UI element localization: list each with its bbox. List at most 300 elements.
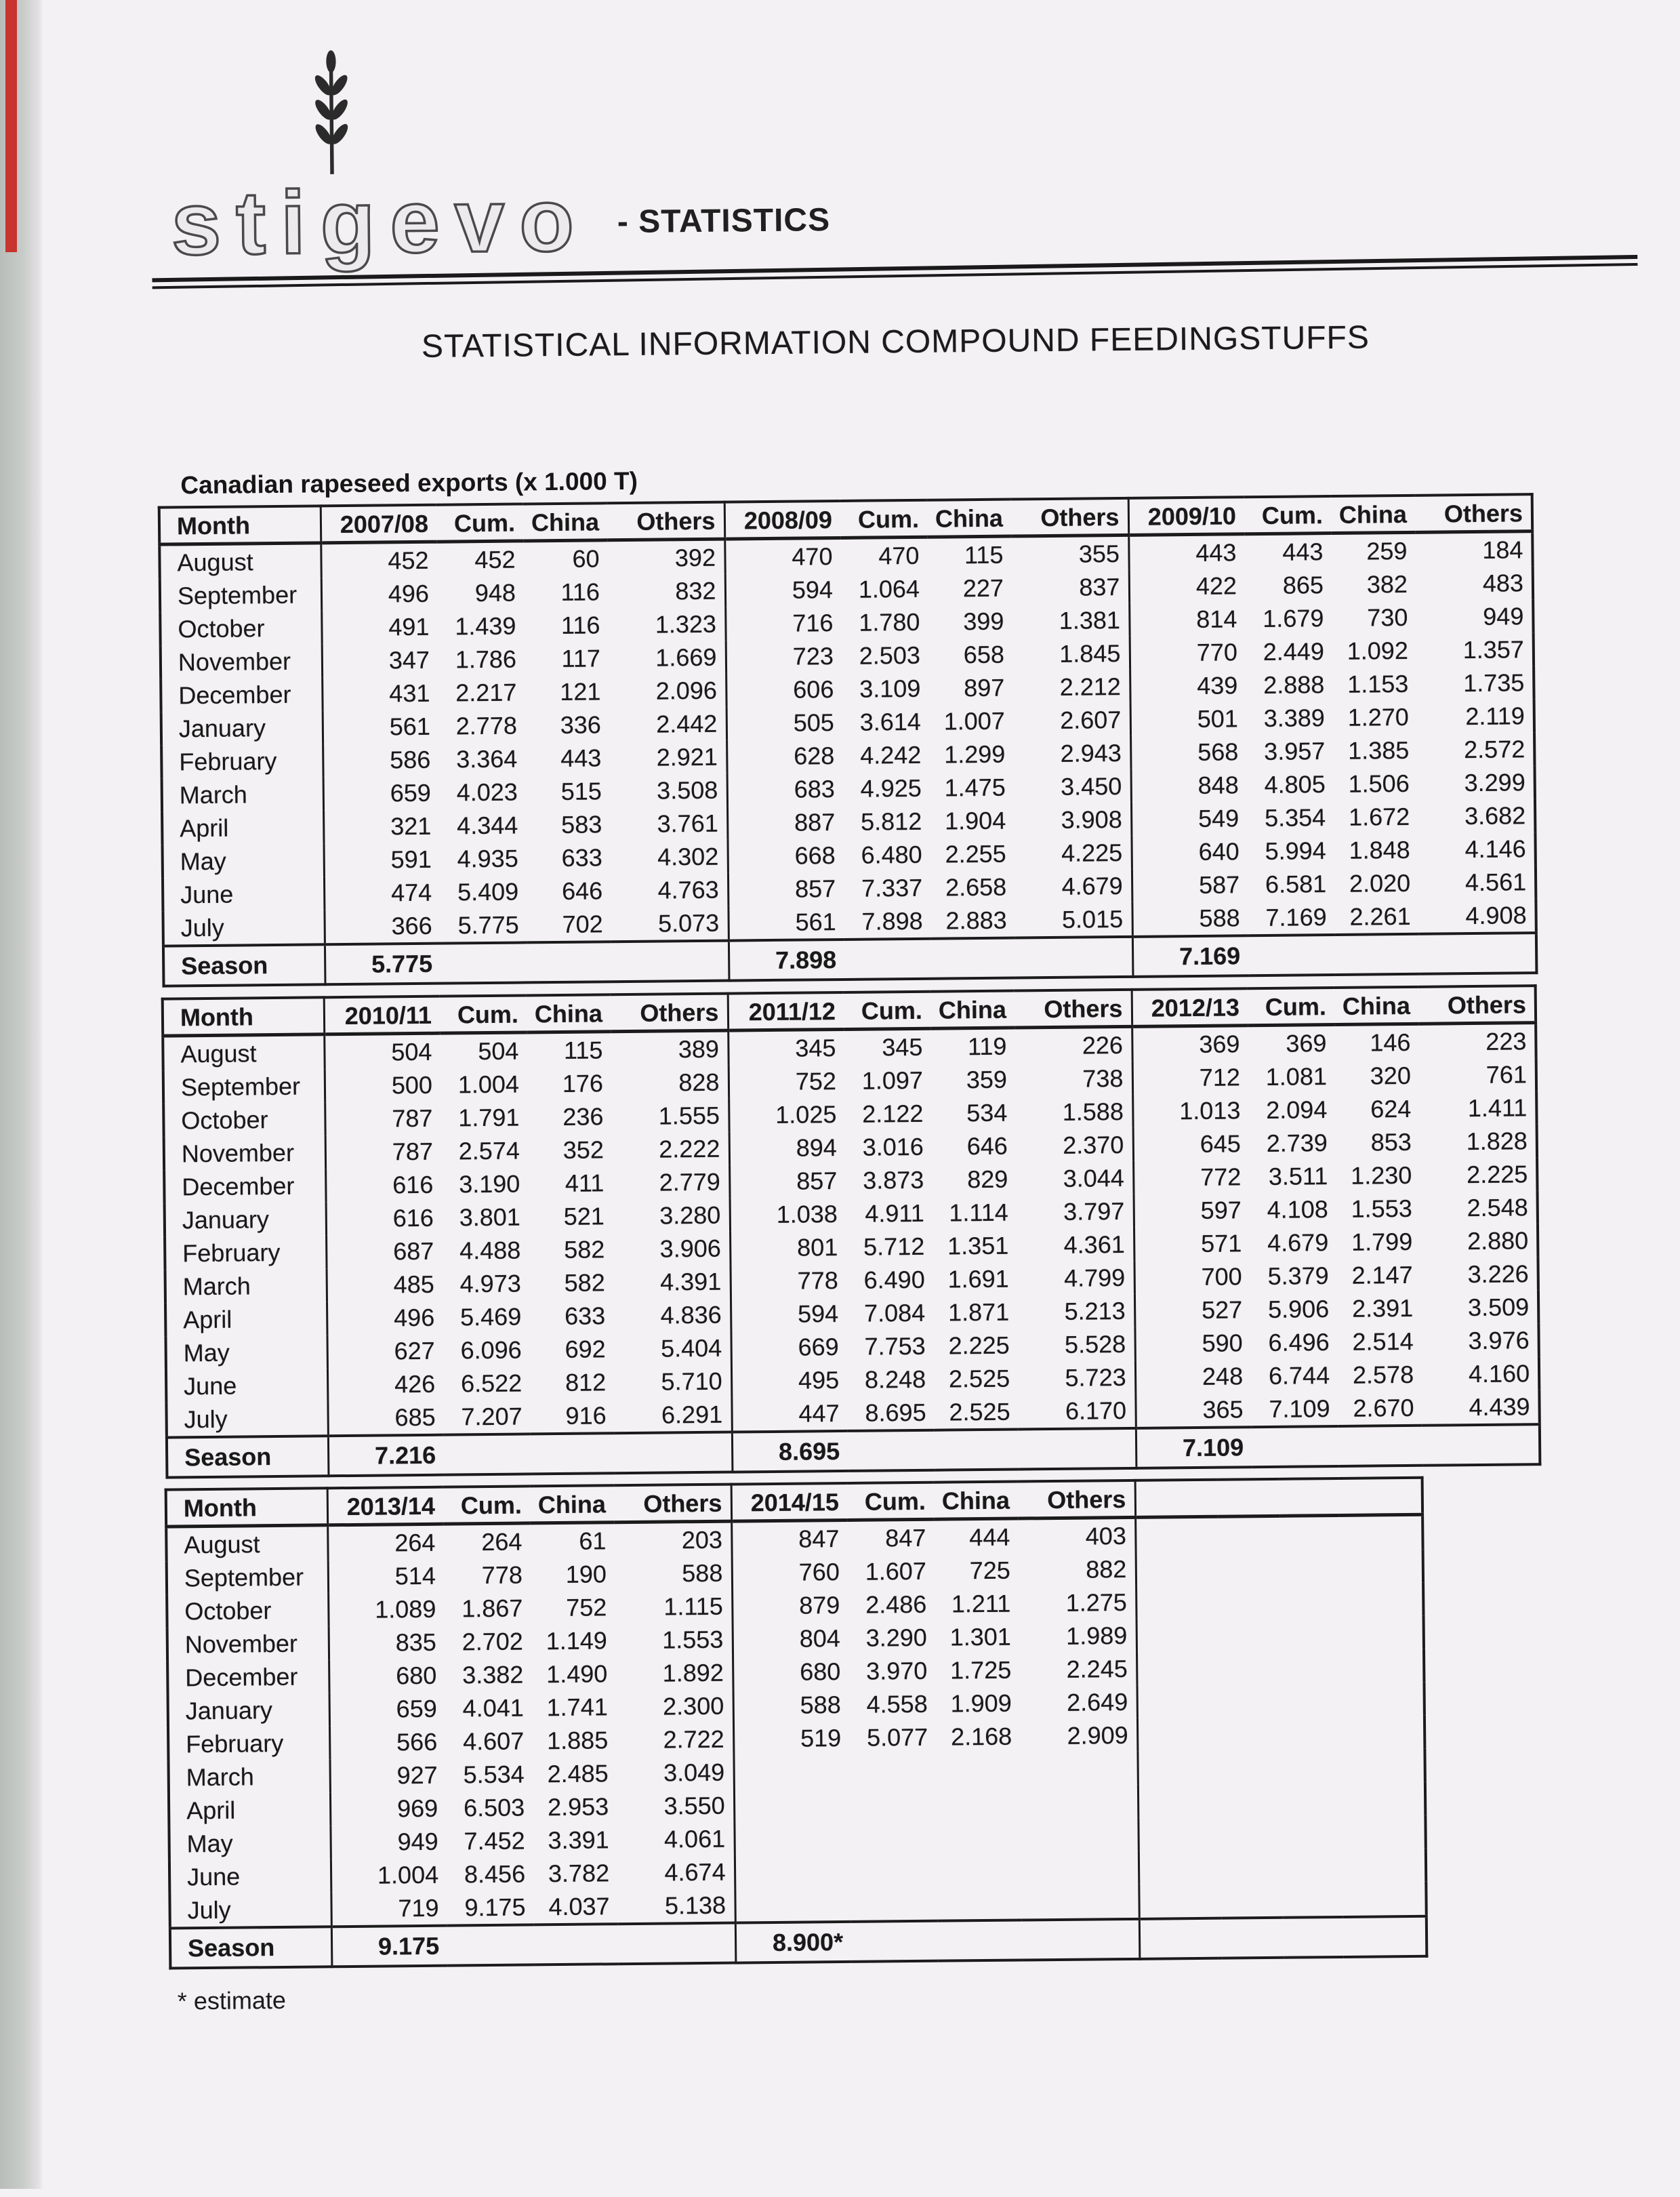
export-value: 1.871 (947, 1297, 1010, 1327)
export-value: 514 (328, 1559, 444, 1594)
export-value: 4.023 (456, 778, 518, 807)
export-value: 949 (330, 1825, 446, 1859)
export-value: 2.391 (1351, 1293, 1414, 1323)
export-value: 5.077 (866, 1722, 928, 1752)
export-value: 1.892 (662, 1658, 724, 1687)
export-value: 5.469 (459, 1302, 522, 1331)
export-value: 2.245 (1066, 1654, 1128, 1683)
export-value: 571 (1134, 1226, 1250, 1261)
month-label: April (183, 1305, 232, 1334)
export-value: 3.226 (1467, 1259, 1529, 1289)
export-value: 501 (1130, 702, 1246, 736)
export-value: 2.525 (949, 1397, 1010, 1426)
export-value: 2.888 (1263, 670, 1325, 699)
export-value: 7.452 (464, 1826, 525, 1855)
export-value: 828 (678, 1068, 720, 1097)
export-value (1342, 1815, 1425, 1849)
export-value (1280, 1584, 1340, 1617)
export-value: 5.015 (1061, 904, 1124, 933)
export-value: 203 (681, 1525, 723, 1554)
export-value: 1.741 (546, 1693, 608, 1722)
export-value: 3.382 (462, 1660, 524, 1689)
column-header-others: Others (1418, 986, 1536, 1024)
export-value: 1.799 (1351, 1227, 1413, 1256)
export-value: 534 (966, 1098, 1008, 1127)
export-value: 778 (731, 1264, 846, 1298)
export-value: 787 (325, 1135, 441, 1169)
season-empty-cell (531, 1433, 615, 1474)
export-value: 336 (560, 710, 602, 739)
export-value: 847 (885, 1523, 926, 1552)
export-value: 227 (962, 573, 1004, 603)
export-value: 6.170 (1065, 1396, 1127, 1425)
season-empty-cell (1248, 935, 1336, 975)
export-value: 1.025 (729, 1097, 844, 1132)
export-value: 4.925 (860, 773, 922, 803)
export-value: 359 (966, 1065, 1008, 1094)
export-value: 6.744 (1268, 1361, 1330, 1390)
export-value: 7.207 (461, 1402, 523, 1431)
export-value: 3.044 (1063, 1163, 1124, 1192)
export-value: 2.574 (458, 1136, 520, 1165)
season-empty-cell (611, 941, 729, 982)
export-value: 121 (560, 677, 601, 706)
export-value: 2.909 (1067, 1720, 1128, 1750)
export-value: 700 (1134, 1259, 1250, 1294)
season-label: Season (170, 1927, 332, 1968)
export-value (1137, 1718, 1220, 1752)
export-value: 1.490 (546, 1659, 608, 1689)
export-value: 948 (474, 578, 516, 607)
export-value (1021, 1785, 1138, 1819)
export-value: 6.480 (861, 840, 922, 869)
export-value: 594 (725, 573, 841, 607)
season-empty-cell (1022, 1919, 1140, 1960)
export-value: 3.782 (548, 1859, 610, 1888)
export-value: 916 (565, 1401, 607, 1430)
export-value: 2.094 (1266, 1095, 1328, 1124)
export-value: 778 (481, 1560, 523, 1590)
column-header-china: China (1334, 987, 1419, 1025)
export-value (1283, 1849, 1343, 1883)
export-value: 3.389 (1263, 704, 1325, 732)
season-empty-cell (534, 1924, 619, 1964)
export-value: 5.073 (657, 908, 720, 938)
column-header-cum-: Cum. (443, 1486, 531, 1524)
export-value: 719 (331, 1891, 447, 1927)
export-value: 7.169 (1265, 903, 1327, 931)
export-value: 2.020 (1349, 868, 1411, 898)
export-value: 1.725 (949, 1655, 1012, 1685)
export-value: 355 (1078, 540, 1120, 568)
export-value: 146 (1370, 1028, 1411, 1057)
export-value: 1.299 (944, 740, 1006, 769)
month-label: September (180, 1072, 301, 1102)
season-empty-cell (935, 1430, 1019, 1470)
season-empty-cell (1252, 1426, 1339, 1467)
column-header-others: Others (1018, 1480, 1136, 1518)
export-value: 399 (963, 607, 1004, 636)
export-value: 6.096 (460, 1335, 522, 1365)
export-value: 1.153 (1347, 669, 1409, 698)
export-value: 848 (1131, 768, 1247, 803)
export-value: 738 (1082, 1064, 1124, 1093)
export-value: 1.828 (1466, 1127, 1528, 1156)
column-header-2008-09: 2008/09 (724, 501, 841, 539)
export-value: 5.404 (660, 1333, 722, 1363)
export-value: 1.904 (944, 806, 1006, 835)
month-label: December (178, 680, 291, 710)
export-value: 6.503 (463, 1793, 525, 1822)
season-empty-cell (1419, 933, 1537, 974)
export-value: 5.528 (1064, 1329, 1126, 1358)
export-value: 680 (733, 1655, 848, 1689)
month-label: February (186, 1729, 284, 1758)
export-value: 1.385 (1347, 735, 1410, 765)
export-value (1340, 1616, 1424, 1650)
column-header-empty (1218, 1479, 1280, 1516)
export-value: 8.248 (864, 1365, 926, 1394)
export-value: 519 (733, 1721, 849, 1756)
logo (169, 37, 1120, 276)
page-subtitle: Canadian rapeseed exports (x 1.000 T) (180, 466, 638, 500)
export-value (1219, 1684, 1281, 1718)
export-value (937, 1819, 1021, 1853)
export-value: 347 (322, 643, 438, 678)
export-value (1341, 1749, 1425, 1783)
export-value: 4.361 (1063, 1230, 1125, 1259)
export-value: 1.351 (947, 1231, 1009, 1260)
export-value (1136, 1651, 1219, 1685)
export-value: 470 (724, 538, 840, 573)
export-value: 2.261 (1349, 902, 1411, 931)
export-value: 616 (325, 1168, 441, 1203)
column-header-others: Others (1011, 498, 1129, 536)
column-header-others: Others (611, 994, 729, 1032)
export-value: 2.548 (1467, 1193, 1528, 1222)
export-value (733, 1754, 849, 1789)
export-value (849, 1754, 936, 1788)
month-label: April (186, 1796, 236, 1825)
export-value: 969 (330, 1792, 446, 1826)
export-value: 3.511 (1268, 1162, 1328, 1190)
exports-table-2-wrap (161, 984, 1542, 1478)
column-header-2010-11: 2010/11 (324, 996, 441, 1034)
export-value: 4.674 (664, 1857, 726, 1887)
export-value: 2.370 (1063, 1130, 1124, 1159)
export-value: 2.225 (1466, 1160, 1528, 1189)
exports-table-3-wrap (165, 1476, 1429, 1970)
month-label: February (182, 1238, 281, 1268)
month-label: August (184, 1530, 260, 1559)
column-header-2013-14: 2013/14 (327, 1487, 444, 1525)
column-header-2009-10: 2009/10 (1128, 497, 1245, 535)
month-label: June (180, 880, 234, 909)
logo-suffix: - STATISTICS (617, 202, 831, 241)
export-value: 5.379 (1267, 1262, 1329, 1290)
column-header-china: China (934, 1482, 1019, 1520)
export-value: 6.490 (863, 1265, 925, 1294)
month-label: April (180, 813, 229, 843)
export-value: 3.299 (1464, 768, 1525, 797)
export-value: 3.290 (865, 1623, 927, 1652)
export-value: 847 (731, 1520, 847, 1556)
export-value: 320 (1370, 1061, 1412, 1090)
month-label: November (184, 1629, 298, 1659)
export-value: 2.147 (1351, 1260, 1413, 1289)
season-empty-cell (1338, 1426, 1423, 1466)
export-value (1282, 1750, 1341, 1783)
export-value: 119 (967, 1032, 1007, 1061)
month-label: February (179, 746, 277, 776)
export-value: 2.300 (662, 1691, 724, 1720)
export-value: 369 (1132, 1026, 1248, 1062)
export-value: 184 (1482, 536, 1523, 564)
export-value: 2.168 (950, 1722, 1012, 1751)
export-value: 2.670 (1353, 1393, 1414, 1422)
export-value: 4.799 (1063, 1263, 1126, 1292)
export-value (851, 1887, 937, 1922)
export-value: 752 (729, 1064, 844, 1099)
export-value (1340, 1583, 1423, 1617)
export-value: 521 (563, 1202, 605, 1230)
export-value (1219, 1651, 1281, 1685)
export-value: 3.682 (1464, 801, 1526, 830)
export-value: 2.739 (1266, 1129, 1328, 1157)
export-value: 5.138 (664, 1891, 726, 1920)
export-value (1340, 1649, 1424, 1683)
season-label: Season (163, 944, 325, 986)
export-value: 1.081 (1265, 1062, 1328, 1091)
export-value: 4.160 (1468, 1359, 1530, 1388)
export-value: 3.906 (659, 1234, 721, 1263)
export-value (1021, 1884, 1139, 1920)
export-value: 1.089 (328, 1592, 444, 1627)
export-value (1136, 1552, 1218, 1586)
export-value: 2.222 (659, 1134, 720, 1163)
export-value: 2.217 (455, 678, 517, 707)
season-label: Season (167, 1436, 329, 1477)
export-value: 452 (321, 542, 436, 578)
export-value: 659 (323, 776, 439, 811)
export-value: 1.092 (1347, 636, 1409, 665)
export-value: 2.096 (655, 676, 718, 705)
export-value: 725 (969, 1556, 1011, 1585)
export-value: 496 (321, 577, 437, 611)
export-value: 702 (562, 910, 603, 938)
column-header-2011-12: 2011/12 (728, 992, 844, 1030)
export-value: 723 (726, 639, 842, 674)
export-value: 5.534 (463, 1760, 525, 1789)
export-value: 61 (579, 1527, 607, 1555)
export-value: 389 (678, 1034, 720, 1064)
export-value: 1.588 (1062, 1097, 1124, 1126)
export-value: 8.456 (464, 1859, 526, 1889)
export-value: 857 (728, 872, 844, 906)
export-value (1218, 1584, 1280, 1618)
export-value: 3.614 (859, 707, 922, 736)
month-label: August (177, 548, 253, 577)
export-value: 787 (325, 1102, 441, 1136)
export-value (734, 1821, 850, 1855)
export-value: 2.442 (656, 709, 718, 738)
export-value: 1.553 (662, 1625, 724, 1654)
export-value: 692 (565, 1335, 606, 1363)
export-value: 2.702 (462, 1627, 524, 1656)
export-value: 658 (963, 640, 1005, 669)
export-value: 1.845 (1059, 639, 1121, 668)
export-value: 1.038 (730, 1197, 846, 1232)
export-value: 223 (1486, 1027, 1527, 1055)
export-value: 369 (1286, 1029, 1327, 1057)
column-header-cum-: Cum. (1248, 988, 1335, 1026)
export-value: 680 (329, 1659, 445, 1693)
column-header-empty (1279, 1478, 1340, 1516)
month-label: January (185, 1696, 273, 1725)
export-value: 505 (726, 706, 842, 740)
export-value: 752 (566, 1593, 607, 1621)
export-value: 504 (324, 1033, 440, 1069)
export-value: 485 (327, 1268, 443, 1302)
season-total-value: 7.109 (1136, 1427, 1252, 1468)
rapeseed-exports-table-2 (161, 984, 1542, 1478)
export-value: 3.509 (1467, 1293, 1530, 1322)
export-value: 1.909 (950, 1689, 1012, 1718)
export-value: 730 (1367, 603, 1408, 632)
export-value: 716 (725, 606, 841, 641)
export-value: 2.255 (945, 839, 1006, 868)
export-value: 1.211 (951, 1589, 1011, 1618)
export-value: 668 (727, 839, 843, 873)
export-value: 1.114 (949, 1198, 1008, 1227)
export-value (1282, 1816, 1342, 1850)
export-value: 2.225 (948, 1331, 1010, 1360)
export-value: 3.797 (1063, 1196, 1125, 1226)
export-value: 837 (1079, 573, 1120, 601)
export-value: 568 (1130, 735, 1246, 769)
export-value: 116 (560, 611, 600, 639)
column-header-china: China (527, 994, 611, 1032)
export-value: 3.970 (865, 1656, 928, 1685)
column-header-cum-: Cum. (1244, 496, 1332, 534)
export-value: 365 (1135, 1392, 1251, 1428)
export-value: 949 (1483, 602, 1524, 630)
export-value: 6.581 (1265, 870, 1327, 898)
export-value: 1.669 (655, 643, 717, 672)
column-header-cum-: Cum. (847, 1483, 935, 1520)
export-value: 594 (731, 1297, 846, 1331)
export-value: 431 (322, 677, 438, 711)
export-value: 2.921 (656, 742, 718, 771)
export-value: 760 (732, 1555, 848, 1590)
export-value: 2.572 (1463, 735, 1525, 764)
export-value: 444 (969, 1523, 1010, 1552)
export-value: 4.908 (1465, 901, 1527, 930)
month-label: November (178, 647, 291, 677)
month-label: July (187, 1895, 231, 1924)
export-value: 1.439 (455, 611, 516, 641)
column-header-cum-: Cum. (440, 995, 527, 1033)
export-value: 561 (728, 905, 844, 941)
export-value: 832 (675, 576, 716, 605)
export-value: 496 (327, 1301, 443, 1335)
export-value: 422 (1129, 569, 1245, 603)
season-total-value (1139, 1918, 1223, 1959)
export-value (1218, 1551, 1280, 1585)
column-header-china: China (930, 991, 1015, 1029)
month-label: July (184, 1405, 228, 1434)
export-value: 1.007 (943, 706, 1006, 735)
export-value: 439 (1130, 668, 1246, 703)
export-value: 3.801 (459, 1203, 521, 1232)
month-label: March (179, 780, 248, 809)
month-label: December (182, 1171, 295, 1201)
export-value: 683 (727, 772, 843, 807)
export-value (1279, 1515, 1339, 1550)
month-label: March (182, 1272, 251, 1301)
export-value: 1.357 (1462, 635, 1525, 664)
export-value: 474 (324, 876, 440, 910)
export-value: 5.409 (457, 877, 519, 906)
export-value: 4.146 (1464, 834, 1526, 864)
export-value (1283, 1882, 1343, 1918)
export-value: 3.016 (862, 1132, 924, 1161)
export-value (1343, 1882, 1426, 1917)
export-value: 2.525 (948, 1364, 1010, 1393)
export-value: 591 (324, 843, 440, 877)
export-value: 426 (327, 1367, 443, 1402)
export-value: 5.710 (661, 1367, 722, 1396)
export-value: 587 (1132, 868, 1248, 902)
season-empty-cell (851, 1921, 939, 1962)
export-value (1219, 1617, 1281, 1651)
export-value (850, 1787, 937, 1821)
season-empty-cell (931, 938, 1016, 979)
export-value: 4.041 (462, 1693, 524, 1722)
export-value: 527 (1134, 1293, 1250, 1327)
column-header-china: China (530, 1485, 615, 1523)
export-value: 646 (966, 1131, 1008, 1161)
export-value: 5.723 (1065, 1363, 1126, 1392)
season-empty-cell (1019, 1428, 1136, 1470)
export-value: 3.049 (663, 1758, 725, 1787)
export-value: 586 (323, 743, 438, 778)
season-empty-cell (615, 1432, 733, 1474)
export-value: 853 (1370, 1127, 1412, 1156)
export-value: 770 (1130, 635, 1246, 670)
wheat-ear-icon (308, 49, 354, 176)
export-value: 264 (327, 1524, 443, 1560)
export-value: 1.607 (865, 1556, 927, 1586)
export-value: 2.722 (663, 1725, 724, 1754)
export-value: 3.908 (1061, 805, 1122, 834)
export-value (1021, 1818, 1138, 1853)
export-value (1220, 1717, 1282, 1751)
export-value: 2.212 (1059, 672, 1122, 701)
column-header-others: Others (1015, 990, 1132, 1028)
export-value: 1.475 (944, 773, 1006, 802)
exports-table-1-wrap (158, 493, 1538, 987)
export-value: 2.943 (1060, 739, 1122, 767)
export-value: 1.848 (1349, 835, 1410, 864)
season-empty-cell (844, 939, 932, 980)
export-value: 4.679 (1267, 1228, 1329, 1257)
export-value: 500 (325, 1068, 441, 1103)
export-value: 894 (729, 1131, 845, 1165)
export-value: 633 (561, 843, 602, 872)
season-empty-cell (527, 942, 612, 982)
export-value: 645 (1133, 1127, 1249, 1161)
